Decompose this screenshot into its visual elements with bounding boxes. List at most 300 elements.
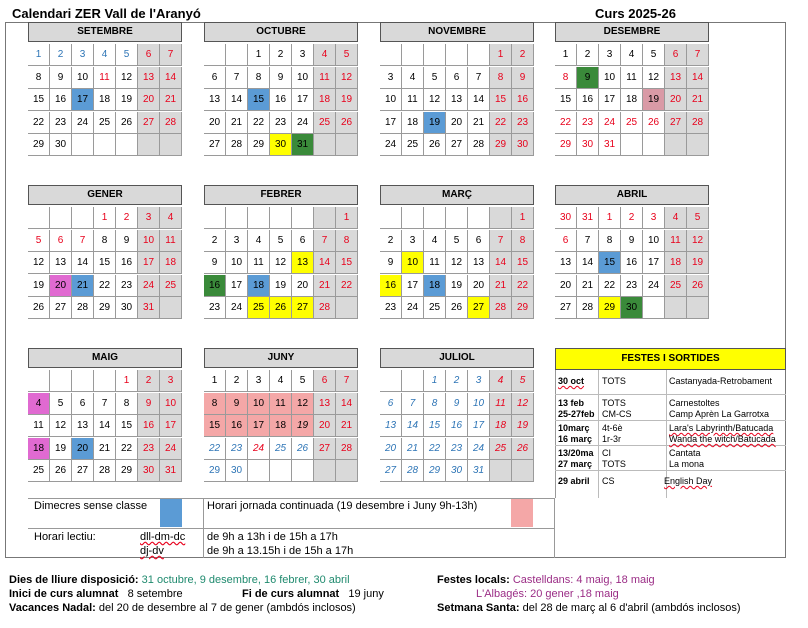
day-cell: 2 xyxy=(116,207,138,229)
day-cell: 6 xyxy=(204,67,226,89)
day-cell: 20 xyxy=(72,438,94,460)
day-cell: 11 xyxy=(402,89,424,111)
day-cell: 19 xyxy=(424,112,446,134)
day-cell: 28 xyxy=(94,460,116,482)
day-cell: 9 xyxy=(577,67,599,89)
footer-line-1 xyxy=(9,574,350,586)
day-cell: 14 xyxy=(314,252,336,274)
day-cell: 14 xyxy=(577,252,599,274)
day-cell: 2 xyxy=(138,370,160,392)
day-cell: 16 xyxy=(226,415,248,437)
day-cell: 30 xyxy=(138,460,160,482)
empty-day-cell xyxy=(270,207,292,229)
day-cell: 21 xyxy=(490,275,512,297)
month-name: GENER xyxy=(28,185,182,205)
day-cell: 6 xyxy=(292,230,314,252)
day-cell: 15 xyxy=(28,89,50,111)
day-cell: 23 xyxy=(50,112,72,134)
day-cell: 28 xyxy=(160,112,182,134)
day-cell: 16 xyxy=(116,252,138,274)
empty-day-cell xyxy=(402,207,424,229)
day-cell: 1 xyxy=(94,207,116,229)
day-cell: 26 xyxy=(643,112,665,134)
day-cell: 13 xyxy=(665,67,687,89)
day-cell: 2 xyxy=(621,207,643,229)
day-cell: 17 xyxy=(402,275,424,297)
inici-value: 8 setembre xyxy=(127,588,183,600)
day-cell: 21 xyxy=(577,275,599,297)
event-activity: Castanyada-Retrobament xyxy=(669,376,773,386)
day-cell: 30 xyxy=(621,297,643,319)
horari-hours2: de 9h a 13.15h i de 15h a 17h xyxy=(207,545,354,557)
day-cell: 9 xyxy=(512,67,534,89)
day-cell: 21 xyxy=(336,415,358,437)
day-cell: 22 xyxy=(512,275,534,297)
footer-fi xyxy=(242,588,384,600)
day-cell: 23 xyxy=(204,297,226,319)
day-cell: 3 xyxy=(643,207,665,229)
locals-label: Festes locals: xyxy=(437,574,510,586)
day-cell: 28 xyxy=(314,297,336,319)
month-name: DESEMBRE xyxy=(555,22,709,42)
day-cell: 18 xyxy=(490,415,512,437)
event-date: 16 març xyxy=(558,434,593,444)
day-cell: 11 xyxy=(28,415,50,437)
day-cell: 25 xyxy=(621,112,643,134)
day-cell: 11 xyxy=(424,252,446,274)
day-cell: 25 xyxy=(160,275,182,297)
day-cell: 5 xyxy=(512,370,534,392)
day-cell: 25 xyxy=(314,112,336,134)
course-year: Curs 2025-26 xyxy=(595,6,676,21)
festes-heading: FESTES I SORTIDES xyxy=(555,348,786,370)
day-cell: 9 xyxy=(270,67,292,89)
day-cell: 9 xyxy=(446,393,468,415)
day-cell: 23 xyxy=(512,112,534,134)
horari-hours1: de 9h a 13h i de 15h a 17h xyxy=(207,531,338,543)
day-cell: 27 xyxy=(292,297,314,319)
empty-day-cell xyxy=(226,44,248,66)
empty-day-cell xyxy=(446,207,468,229)
day-cell: 22 xyxy=(424,438,446,460)
day-cell: 8 xyxy=(248,67,270,89)
day-cell: 18 xyxy=(94,89,116,111)
day-cell: 8 xyxy=(599,230,621,252)
day-cell: 14 xyxy=(94,415,116,437)
day-cell: 2 xyxy=(577,44,599,66)
event-activity: English Day xyxy=(664,476,713,486)
day-cell: 26 xyxy=(446,297,468,319)
day-cell: 16 xyxy=(270,89,292,111)
empty-day-cell xyxy=(248,207,270,229)
event-group: TOTS xyxy=(602,376,626,386)
day-cell: 25 xyxy=(248,297,270,319)
day-cell: 20 xyxy=(138,89,160,111)
empty-day-cell xyxy=(72,207,94,229)
day-cell: 15 xyxy=(248,89,270,111)
day-cell: 9 xyxy=(138,393,160,415)
day-cell: 21 xyxy=(468,112,490,134)
footer-line-3 xyxy=(9,602,356,614)
day-cell: 9 xyxy=(621,230,643,252)
day-cell: 5 xyxy=(446,230,468,252)
day-cell: 18 xyxy=(665,252,687,274)
day-cell: 15 xyxy=(512,252,534,274)
empty-day-cell xyxy=(643,297,665,319)
day-cell: 30 xyxy=(512,134,534,156)
festes-rowline xyxy=(555,445,786,446)
day-cell: 7 xyxy=(94,393,116,415)
day-cell: 12 xyxy=(292,393,314,415)
horari-lectiu-label: Horari lectiu: xyxy=(34,531,96,543)
day-cell: 7 xyxy=(226,67,248,89)
event-group: CS xyxy=(602,476,615,486)
nadal-label: Vacances Nadal: xyxy=(9,602,96,614)
day-cell: 7 xyxy=(402,393,424,415)
day-cell: 14 xyxy=(468,89,490,111)
day-cell: 12 xyxy=(424,89,446,111)
day-cell: 27 xyxy=(50,297,72,319)
day-cell: 14 xyxy=(160,67,182,89)
empty-day-cell xyxy=(160,134,182,156)
day-cell: 18 xyxy=(270,415,292,437)
empty-day-cell xyxy=(468,44,490,66)
day-cell: 20 xyxy=(292,275,314,297)
day-cell: 12 xyxy=(336,67,358,89)
month-name: FEBRER xyxy=(204,185,358,205)
empty-day-cell xyxy=(687,297,709,319)
empty-day-cell xyxy=(643,134,665,156)
day-cell: 9 xyxy=(50,67,72,89)
day-cell: 8 xyxy=(555,67,577,89)
day-cell: 19 xyxy=(292,415,314,437)
day-cell: 30 xyxy=(50,134,72,156)
day-cell: 24 xyxy=(138,275,160,297)
day-cell: 10 xyxy=(138,230,160,252)
day-cell: 23 xyxy=(446,438,468,460)
day-cell: 4 xyxy=(490,370,512,392)
day-cell: 15 xyxy=(490,89,512,111)
empty-day-cell xyxy=(424,44,446,66)
day-cell: 16 xyxy=(577,89,599,111)
day-cell: 18 xyxy=(621,89,643,111)
day-cell: 20 xyxy=(468,275,490,297)
day-cell: 17 xyxy=(292,89,314,111)
festes-rowline xyxy=(555,470,786,471)
day-cell: 3 xyxy=(380,67,402,89)
day-cell: 1 xyxy=(116,370,138,392)
day-cell: 7 xyxy=(314,230,336,252)
month-name: NOVEMBRE xyxy=(380,22,534,42)
empty-day-cell xyxy=(94,134,116,156)
event-group: 1r-3r xyxy=(602,434,622,444)
empty-day-cell xyxy=(292,207,314,229)
day-cell: 1 xyxy=(248,44,270,66)
day-cell: 20 xyxy=(555,275,577,297)
day-cell: 22 xyxy=(336,275,358,297)
day-cell: 27 xyxy=(380,460,402,482)
day-cell: 5 xyxy=(292,370,314,392)
day-cell: 3 xyxy=(226,230,248,252)
footer-santa xyxy=(437,602,741,614)
day-cell: 18 xyxy=(402,112,424,134)
day-cell: 22 xyxy=(555,112,577,134)
day-cell: 22 xyxy=(116,438,138,460)
day-cell: 17 xyxy=(226,275,248,297)
day-cell: 12 xyxy=(270,252,292,274)
day-cell: 18 xyxy=(314,89,336,111)
day-cell: 24 xyxy=(248,438,270,460)
day-cell: 29 xyxy=(512,297,534,319)
day-cell: 13 xyxy=(380,415,402,437)
day-cell: 13 xyxy=(72,415,94,437)
day-cell: 15 xyxy=(424,415,446,437)
day-cell: 4 xyxy=(248,230,270,252)
day-cell: 20 xyxy=(204,112,226,134)
empty-day-cell xyxy=(314,134,336,156)
day-cell: 27 xyxy=(72,460,94,482)
day-cell: 12 xyxy=(50,415,72,437)
day-cell: 7 xyxy=(468,67,490,89)
day-cell: 2 xyxy=(380,230,402,252)
day-cell: 17 xyxy=(599,89,621,111)
day-cell: 25 xyxy=(402,134,424,156)
day-cell: 3 xyxy=(599,44,621,66)
day-cell: 29 xyxy=(599,297,621,319)
empty-day-cell xyxy=(270,460,292,482)
empty-day-cell xyxy=(687,134,709,156)
empty-day-cell xyxy=(665,297,687,319)
day-cell: 23 xyxy=(270,112,292,134)
day-cell: 26 xyxy=(50,460,72,482)
day-cell: 3 xyxy=(468,370,490,392)
day-cell: 13 xyxy=(50,252,72,274)
day-cell: 1 xyxy=(204,370,226,392)
day-cell: 29 xyxy=(28,134,50,156)
day-cell: 6 xyxy=(446,67,468,89)
day-cell: 10 xyxy=(160,393,182,415)
day-cell: 14 xyxy=(72,252,94,274)
empty-day-cell xyxy=(424,207,446,229)
day-cell: 20 xyxy=(665,89,687,111)
day-cell: 30 xyxy=(116,297,138,319)
day-cell: 19 xyxy=(643,89,665,111)
day-cell: 25 xyxy=(665,275,687,297)
day-cell: 14 xyxy=(687,67,709,89)
day-cell: 28 xyxy=(577,297,599,319)
day-cell: 9 xyxy=(380,252,402,274)
day-cell: 4 xyxy=(94,44,116,66)
day-cell: 30 xyxy=(226,460,248,482)
day-cell: 3 xyxy=(160,370,182,392)
day-cell: 26 xyxy=(270,297,292,319)
month-name: OCTUBRE xyxy=(204,22,358,42)
event-date: 30 oct xyxy=(558,376,585,386)
empty-day-cell xyxy=(116,134,138,156)
day-cell: 2 xyxy=(512,44,534,66)
event-group: TOTS xyxy=(602,459,626,469)
day-cell: 4 xyxy=(160,207,182,229)
event-date: 10març xyxy=(558,423,590,433)
day-cell: 19 xyxy=(687,252,709,274)
horari-days1: dll-dm-dc xyxy=(140,531,186,543)
day-cell: 8 xyxy=(336,230,358,252)
day-cell: 6 xyxy=(72,393,94,415)
day-cell: 29 xyxy=(94,297,116,319)
day-cell: 19 xyxy=(336,89,358,111)
day-cell: 27 xyxy=(314,438,336,460)
empty-day-cell xyxy=(248,460,270,482)
day-cell: 27 xyxy=(555,297,577,319)
empty-day-cell xyxy=(204,44,226,66)
day-cell: 3 xyxy=(402,230,424,252)
day-cell: 5 xyxy=(116,44,138,66)
festes-divider xyxy=(598,370,599,498)
day-cell: 1 xyxy=(555,44,577,66)
empty-day-cell xyxy=(402,370,424,392)
day-cell: 26 xyxy=(687,275,709,297)
day-cell: 10 xyxy=(72,67,94,89)
day-cell: 20 xyxy=(380,438,402,460)
empty-day-cell xyxy=(490,460,512,482)
day-cell: 10 xyxy=(599,67,621,89)
day-cell: 24 xyxy=(226,297,248,319)
day-cell: 23 xyxy=(380,297,402,319)
day-cell: 4 xyxy=(665,207,687,229)
day-cell: 26 xyxy=(424,134,446,156)
lliure-label: Dies de lliure disposició: xyxy=(9,574,139,586)
day-cell: 4 xyxy=(314,44,336,66)
day-cell: 24 xyxy=(643,275,665,297)
event-group: 4t-6è xyxy=(602,423,623,433)
day-cell: 19 xyxy=(446,275,468,297)
day-cell: 26 xyxy=(336,112,358,134)
day-cell: 8 xyxy=(424,393,446,415)
day-cell: 5 xyxy=(270,230,292,252)
day-cell: 4 xyxy=(270,370,292,392)
empty-day-cell xyxy=(490,207,512,229)
day-cell: 12 xyxy=(28,252,50,274)
day-cell: 28 xyxy=(468,134,490,156)
day-cell: 11 xyxy=(160,230,182,252)
day-cell: 9 xyxy=(204,252,226,274)
day-cell: 26 xyxy=(512,438,534,460)
day-cell: 1 xyxy=(599,207,621,229)
legend-jornada-text: Horari jornada continuada (19 desembre i Juny 9h-13h) xyxy=(207,500,478,512)
day-cell: 16 xyxy=(204,275,226,297)
empty-day-cell xyxy=(665,134,687,156)
event-group: TOTS xyxy=(602,398,626,408)
empty-day-cell xyxy=(446,44,468,66)
day-cell: 16 xyxy=(621,252,643,274)
empty-day-cell xyxy=(138,134,160,156)
day-cell: 20 xyxy=(314,415,336,437)
day-cell: 3 xyxy=(72,44,94,66)
day-cell: 26 xyxy=(292,438,314,460)
day-cell: 17 xyxy=(380,112,402,134)
day-cell: 6 xyxy=(555,230,577,252)
event-date: 29 abril xyxy=(558,476,590,486)
nadal-value: del 20 de desembre al 7 de gener (ambdós inclosos) xyxy=(98,602,356,614)
day-cell: 29 xyxy=(248,134,270,156)
empty-day-cell xyxy=(94,370,116,392)
day-cell: 27 xyxy=(204,134,226,156)
day-cell: 16 xyxy=(50,89,72,111)
empty-day-cell xyxy=(50,370,72,392)
day-cell: 17 xyxy=(643,252,665,274)
event-date: 25-27feb xyxy=(558,409,595,419)
day-cell: 27 xyxy=(138,112,160,134)
empty-day-cell xyxy=(72,370,94,392)
day-cell: 10 xyxy=(226,252,248,274)
day-cell: 29 xyxy=(424,460,446,482)
day-cell: 11 xyxy=(665,230,687,252)
day-cell: 26 xyxy=(28,297,50,319)
day-cell: 23 xyxy=(116,275,138,297)
empty-day-cell xyxy=(292,460,314,482)
day-cell: 6 xyxy=(468,230,490,252)
event-activity: Carnestoltes xyxy=(669,398,720,408)
day-cell: 10 xyxy=(248,393,270,415)
footer-locals xyxy=(437,574,655,586)
day-cell: 4 xyxy=(621,44,643,66)
day-cell: 18 xyxy=(28,438,50,460)
empty-day-cell xyxy=(380,370,402,392)
day-cell: 28 xyxy=(490,297,512,319)
day-cell: 11 xyxy=(270,393,292,415)
event-activity: Wanda the witch/Batucada xyxy=(669,434,776,444)
locals-value-1: Castelldans: 4 maig, 18 maig xyxy=(512,574,655,586)
day-cell: 22 xyxy=(28,112,50,134)
day-cell: 13 xyxy=(292,252,314,274)
day-cell: 7 xyxy=(687,44,709,66)
day-cell: 25 xyxy=(270,438,292,460)
day-cell: 13 xyxy=(138,67,160,89)
month-name: MAIG xyxy=(28,348,182,368)
event-group: CI xyxy=(602,448,611,458)
legend-jornada-swatch xyxy=(511,499,533,527)
event-activity: La mona xyxy=(669,459,705,469)
day-cell: 31 xyxy=(468,460,490,482)
day-cell: 19 xyxy=(28,275,50,297)
empty-day-cell xyxy=(226,207,248,229)
empty-day-cell xyxy=(314,207,336,229)
day-cell: 31 xyxy=(160,460,182,482)
day-cell: 8 xyxy=(28,67,50,89)
day-cell: 21 xyxy=(314,275,336,297)
day-cell: 3 xyxy=(248,370,270,392)
legend-divider xyxy=(28,528,554,529)
day-cell: 10 xyxy=(468,393,490,415)
empty-day-cell xyxy=(72,134,94,156)
day-cell: 6 xyxy=(314,370,336,392)
day-cell: 26 xyxy=(116,112,138,134)
day-cell: 28 xyxy=(336,438,358,460)
day-cell: 29 xyxy=(116,460,138,482)
day-cell: 29 xyxy=(204,460,226,482)
event-date: 27 març xyxy=(558,459,593,469)
day-cell: 24 xyxy=(160,438,182,460)
day-cell: 1 xyxy=(336,207,358,229)
day-cell: 3 xyxy=(138,207,160,229)
inici-label: Inici de curs alumnat xyxy=(9,588,119,600)
day-cell: 17 xyxy=(138,252,160,274)
day-cell: 31 xyxy=(599,134,621,156)
event-date: 13 feb xyxy=(558,398,585,408)
day-cell: 8 xyxy=(94,230,116,252)
event-activity: Cantata xyxy=(669,448,701,458)
footer-line-2 xyxy=(9,588,183,600)
